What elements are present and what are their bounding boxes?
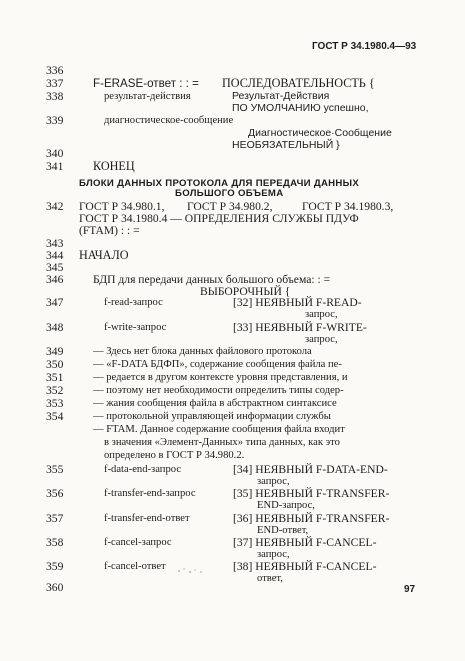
page-number: 97 [404, 584, 416, 595]
line-number: 340 [46, 147, 64, 160]
field-name: f-transfer-end-ответ [104, 513, 190, 524]
field-name: f-write-запрос [104, 322, 167, 333]
standard-ref: ГОСТ Р 34.1980.3, [302, 200, 394, 213]
field-type-cont: запрос, [305, 309, 338, 320]
line-number: 350 [46, 358, 64, 371]
field-type-cont: END-ответ, [257, 525, 309, 536]
field-type: [38] НЕЯВНЫЙ F-CANCEL- [233, 560, 377, 573]
line-number: 351 [46, 371, 64, 384]
field-type: [34] НЕЯВНЫЙ F-DATA-END- [233, 463, 388, 476]
pdu-definition: БДП для передачи данных большого объема: : = [93, 273, 331, 286]
comment-line: — Здесь нет блока данных файлового протокола [93, 346, 312, 357]
begin-keyword: НАЧАЛО [79, 248, 129, 262]
field-type-cont: ответ, [257, 573, 283, 584]
line-number: 359 [46, 560, 64, 573]
field-type-cont: запрос, [257, 476, 290, 487]
line-number: 354 [46, 410, 64, 423]
field-name: диагностическое-сообщение [104, 115, 234, 126]
line-number: 336 [46, 64, 64, 77]
choice-keyword: ВЫБОРОЧНЫЙ { [200, 285, 291, 298]
comment-line: — протокольной управляющей информации службы [93, 411, 331, 422]
line-number: 356 [46, 487, 64, 500]
standard-ref: ГОСТ Р 34.980.2, [187, 200, 273, 213]
line-number: 343 [46, 237, 64, 250]
field-type: [33] НЕЯВНЫЙ F-WRITE- [233, 321, 367, 334]
line-number: 348 [46, 321, 64, 334]
comment-line: — жания сообщения файла в абстрактном синтаксисе [93, 398, 337, 409]
line-number: 338 [46, 90, 64, 103]
comment-line: — «F-DATA БДФП», содержание сообщения файла пе- [93, 359, 342, 370]
section-title: БЛОКИ ДАННЫХ ПРОТОКОЛА ДЛЯ ПЕРЕДАЧИ ДАННЫХ [79, 178, 360, 189]
comment-line: — поэтому нет необходимости определить типы содер- [93, 385, 344, 396]
field-type: [36] НЕЯВНЫЙ F-TRANSFER- [233, 512, 390, 525]
line-number: 345 [46, 261, 64, 274]
line-number: 344 [46, 249, 64, 262]
field-type-cont: запрос, [305, 334, 338, 345]
standard-ref: ГОСТ Р 34.980.1, [79, 200, 165, 213]
line-number: 352 [46, 384, 64, 397]
running-header: ГОСТ Р 34.1980.4—93 [312, 41, 417, 52]
line-number: 342 [46, 200, 64, 213]
field-type: [35] НЕЯВНЫЙ F-TRANSFER- [233, 487, 390, 500]
end-keyword: КОНЕЦ [93, 159, 135, 173]
line-number: 349 [46, 345, 64, 358]
field-type: [37] НЕЯВНЫЙ F-CANCEL- [233, 536, 377, 549]
field-type: Результат-Действия [232, 90, 330, 102]
comment-line: в значения «Элемент-Данных» типа данных, как это [104, 437, 340, 448]
line-number: 353 [46, 397, 64, 410]
line-number: 347 [46, 296, 64, 309]
line-number: 358 [46, 536, 64, 549]
field-name: f-cancel-запрос [104, 537, 172, 548]
field-name: f-data-end-запрос [104, 464, 182, 475]
field-name: f-read-запрос [104, 297, 163, 308]
line-number: 357 [46, 512, 64, 525]
field-type-cont: запрос, [257, 549, 290, 560]
module-definition: (FTAM) : : = [79, 224, 140, 237]
field-name: f-cancel-ответ [104, 561, 166, 572]
module-definition: ГОСТ Р 34.1980.4 — ОПРЕДЕЛЕНИЯ СЛУЖБЫ ПДУФ [79, 212, 359, 225]
section-title: БОЛЬШОГО ОБЪЕМА [175, 188, 284, 199]
field-optional: НЕОБЯЗАТЕЛЬНЫЙ } [232, 139, 340, 151]
field-name: f-transfer-end-запрос [104, 488, 196, 499]
line-number: 355 [46, 463, 64, 476]
line-number: 346 [46, 273, 64, 286]
field-type-cont: END-запрос, [257, 500, 315, 511]
line-number: 339 [46, 114, 64, 127]
comment-line: — редается в другом контексте уровня представления, и [93, 372, 348, 383]
line-number: 341 [46, 160, 64, 173]
field-default: ПО УМОЛЧАНИЮ успешно, [232, 102, 369, 114]
asn-type-name: F-ERASE-ответ : : = [93, 77, 199, 90]
field-name: результат-действия [104, 91, 191, 102]
scan-smudge-icon [175, 566, 205, 576]
comment-line: — FTAM. Данное содержание сообщения файла входит [93, 424, 345, 435]
comment-line: определено в ГОСТ Р 34.980.2. [104, 450, 245, 461]
line-number: 337 [46, 77, 64, 90]
asn-keyword: ПОСЛЕДОВАТЕЛЬНОСТЬ { [222, 76, 375, 90]
line-number: 360 [46, 581, 64, 594]
field-type: Диагностическое·Сообщение [248, 127, 392, 139]
field-type: [32] НЕЯВНЫЙ F-READ- [233, 296, 362, 309]
